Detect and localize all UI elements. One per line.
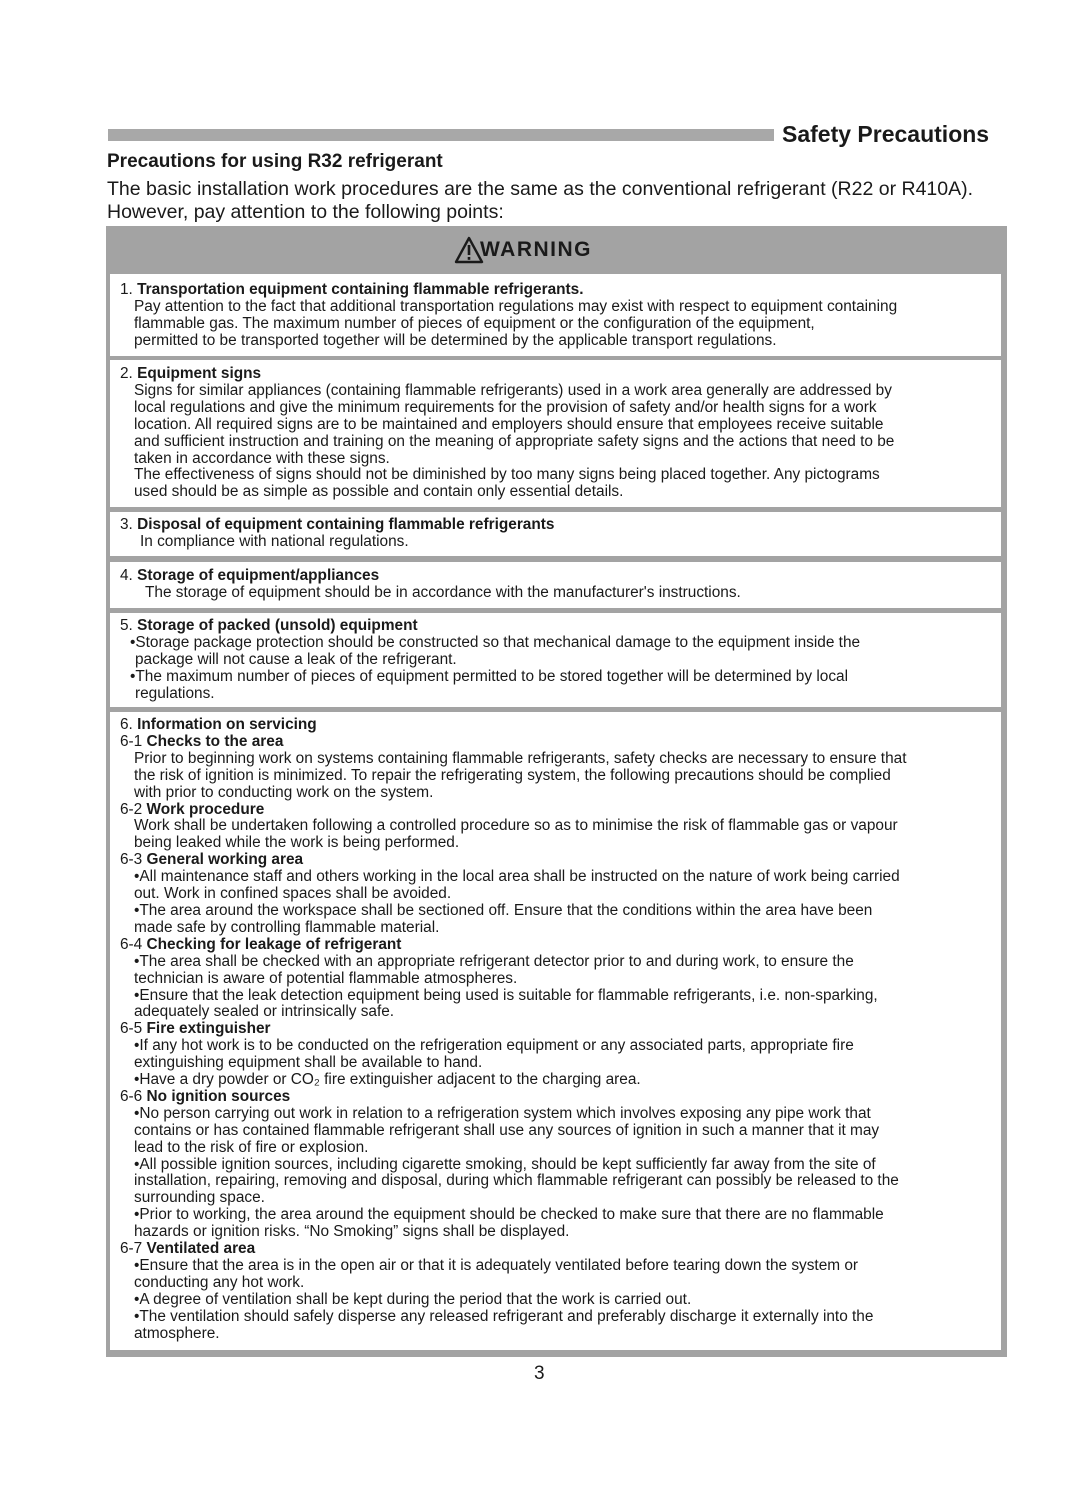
intro-line: However, pay attention to the following points: [107, 201, 504, 223]
subsection-line: lead to the risk of fire or explosion. [134, 1138, 369, 1156]
subsection-line: with prior to conducting work on the system. [134, 783, 434, 801]
warning-title: WARNING [480, 238, 592, 261]
subsection-heading: 6-7 Ventilated area [120, 1240, 256, 1258]
section-title: Precautions for using R32 refrigerant [107, 151, 443, 172]
warning-section [110, 562, 1001, 608]
subsection-heading: 6-4 Checking for leakage of refrigerant [120, 935, 402, 953]
section-line: used should be as simple as possible and contain only essential details. [134, 483, 624, 501]
section-line: regulations. [135, 684, 215, 702]
section-heading: 4. Storage of equipment/appliances [120, 567, 380, 584]
subsection-line: conducting any hot work. [134, 1273, 305, 1291]
section-line: location. All required signs are to be maintained and employers should ensure that employees receive suitable [134, 415, 884, 433]
subsection-line: •The area around the workspace shall be sectioned off. Ensure that the conditions within the area have been [134, 901, 873, 919]
subsection-line: extinguishing equipment shall be available to hand. [134, 1054, 483, 1072]
subsection-line: •Ensure that the leak detection equipment being used is suitable for flammable refrigerants, i.e. non-sparking, [134, 986, 878, 1004]
subsection-line: •A degree of ventilation shall be kept during the period that the work is carried out. [134, 1290, 692, 1308]
subsection-line: out. Work in confined spaces shall be avoided. [134, 885, 452, 903]
page-title: Safety Precautions [782, 121, 990, 147]
warning-section [110, 613, 1001, 707]
subsection-line: contains or has contained flammable refrigerant shall use any sources of ignition in such a manner that it may [134, 1121, 880, 1139]
section-heading: 1. Transportation equipment containing flammable refrigerants. [120, 281, 584, 298]
subsection-line: •All maintenance staff and others working in the local area shall be instructed on the nature of work being carried [134, 868, 900, 886]
subsection-line: surrounding space. [134, 1189, 265, 1207]
section-heading: 3. Disposal of equipment containing flammable refrigerants [120, 516, 555, 533]
intro-line: The basic installation work procedures are the same as the conventional refrigerant (R22 or R410A). [107, 178, 974, 200]
subsection-line: adequately sealed or intrinsically safe. [134, 1003, 395, 1021]
subsection-line: being leaked while the work is being performed. [134, 834, 460, 852]
subsection-heading: 6-3 General working area [120, 851, 304, 869]
warning-section [110, 274, 1001, 356]
section-heading: 2. Equipment signs [120, 365, 262, 382]
subsection-line: hazards or ignition risks. “No Smoking” signs shall be displayed. [134, 1223, 570, 1241]
section-line: package will not cause a leak of the refrigerant. [135, 650, 457, 668]
subsection-line: •All possible ignition sources, including cigarette smoking, should be kept sufficiently far away from the site of [134, 1155, 876, 1173]
warning-header [106, 226, 1007, 272]
warning-section [110, 512, 1001, 556]
warning-section [110, 712, 1001, 1350]
subsection-line: •The area shall be checked with an appropriate refrigerant detector prior to and during work, to ensure the [134, 952, 854, 970]
subsection-line: installation, repairing, removing and disposal, during which flammable refrigerant can possibly be released to the [134, 1172, 899, 1190]
section-line: Pay attention to the fact that additional transportation regulations may exist with respect to equipment containing [134, 297, 898, 315]
subsection-line: •Prior to working, the area around the equipment should be checked to make sure that there are no flammable [134, 1206, 884, 1224]
section-line: taken in accordance with these signs. [134, 449, 390, 467]
section-heading: 5. Storage of packed (unsold) equipment [120, 617, 418, 634]
subsection-line: •Have a dry powder or CO₂ fire extinguisher adjacent to the charging area. [134, 1071, 641, 1089]
warning-section [110, 360, 1001, 507]
section-line: Signs for similar appliances (containing flammable refrigerants) used in a work area generally are addressed by [134, 381, 892, 399]
subsection-line: atmosphere. [134, 1324, 220, 1342]
subsection-heading: 6-1 Checks to the area [120, 732, 284, 750]
subsection-heading: 6-6 No ignition sources [120, 1087, 291, 1105]
subsection-line: made safe by controlling flammable material. [134, 918, 440, 936]
section-heading: 6. Information on servicing [120, 716, 317, 733]
subsection-heading: 6-2 Work procedure [120, 800, 265, 818]
subsection-line: Prior to beginning work on systems containing flammable refrigerants, safety checks are necessary to ensure that [134, 749, 907, 767]
section-line: •Storage package protection should be constructed so that mechanical damage to the equipment inside the [130, 633, 861, 651]
section-line: •The maximum number of pieces of equipment permitted to be stored together will be determined by local [130, 667, 848, 685]
section-line: and sufficient instruction and training on the meaning of appropriate safety signs and the actions that need to be [134, 432, 895, 450]
section-line: local regulations and give the minimum requirements for the provision of safety and/or health signs for a work [134, 398, 877, 416]
subsection-line: technician is aware of potential flammable atmospheres. [134, 969, 518, 987]
intro-paragraph [107, 178, 973, 224]
page-number: 3 [534, 1363, 545, 1384]
section-line: In compliance with national regulations. [140, 532, 409, 550]
subsection-line: •No person carrying out work in relation to a refrigeration system which involves exposing any pipe work that [134, 1104, 871, 1122]
subsection-line: •Ensure that the area is in the open air or that it is adequately ventilated before tearing down the system or [134, 1257, 859, 1274]
section-line: flammable gas. The maximum number of pieces of equipment or the configuration of the equipment, [134, 314, 815, 332]
subsection-line: •If any hot work is to be conducted on the refrigeration equipment or any associated parts, appropriate fire [134, 1037, 854, 1055]
warning-box [106, 226, 1007, 1357]
subsection-line: the risk of ignition is minimized. To repair the refrigerating system, the following precautions should be complied [134, 766, 891, 784]
subsection-line: •The ventilation should safely disperse any released refrigerant and preferably discharge it externally into the [134, 1307, 874, 1325]
subsection-heading: 6-5 Fire extinguisher [120, 1020, 271, 1038]
header-rule [108, 129, 774, 141]
section-line: The storage of equipment should be in accordance with the manufacturer's instructions. [145, 583, 741, 601]
section-line: The effectiveness of signs should not be diminished by too many signs being placed together. Any pictograms [134, 466, 880, 484]
subsection-line: Work shall be undertaken following a controlled procedure so as to minimise the risk of flammable gas or vapour [134, 817, 898, 835]
section-line: permitted to be transported together will be determined by the applicable transport regulations. [134, 331, 777, 349]
